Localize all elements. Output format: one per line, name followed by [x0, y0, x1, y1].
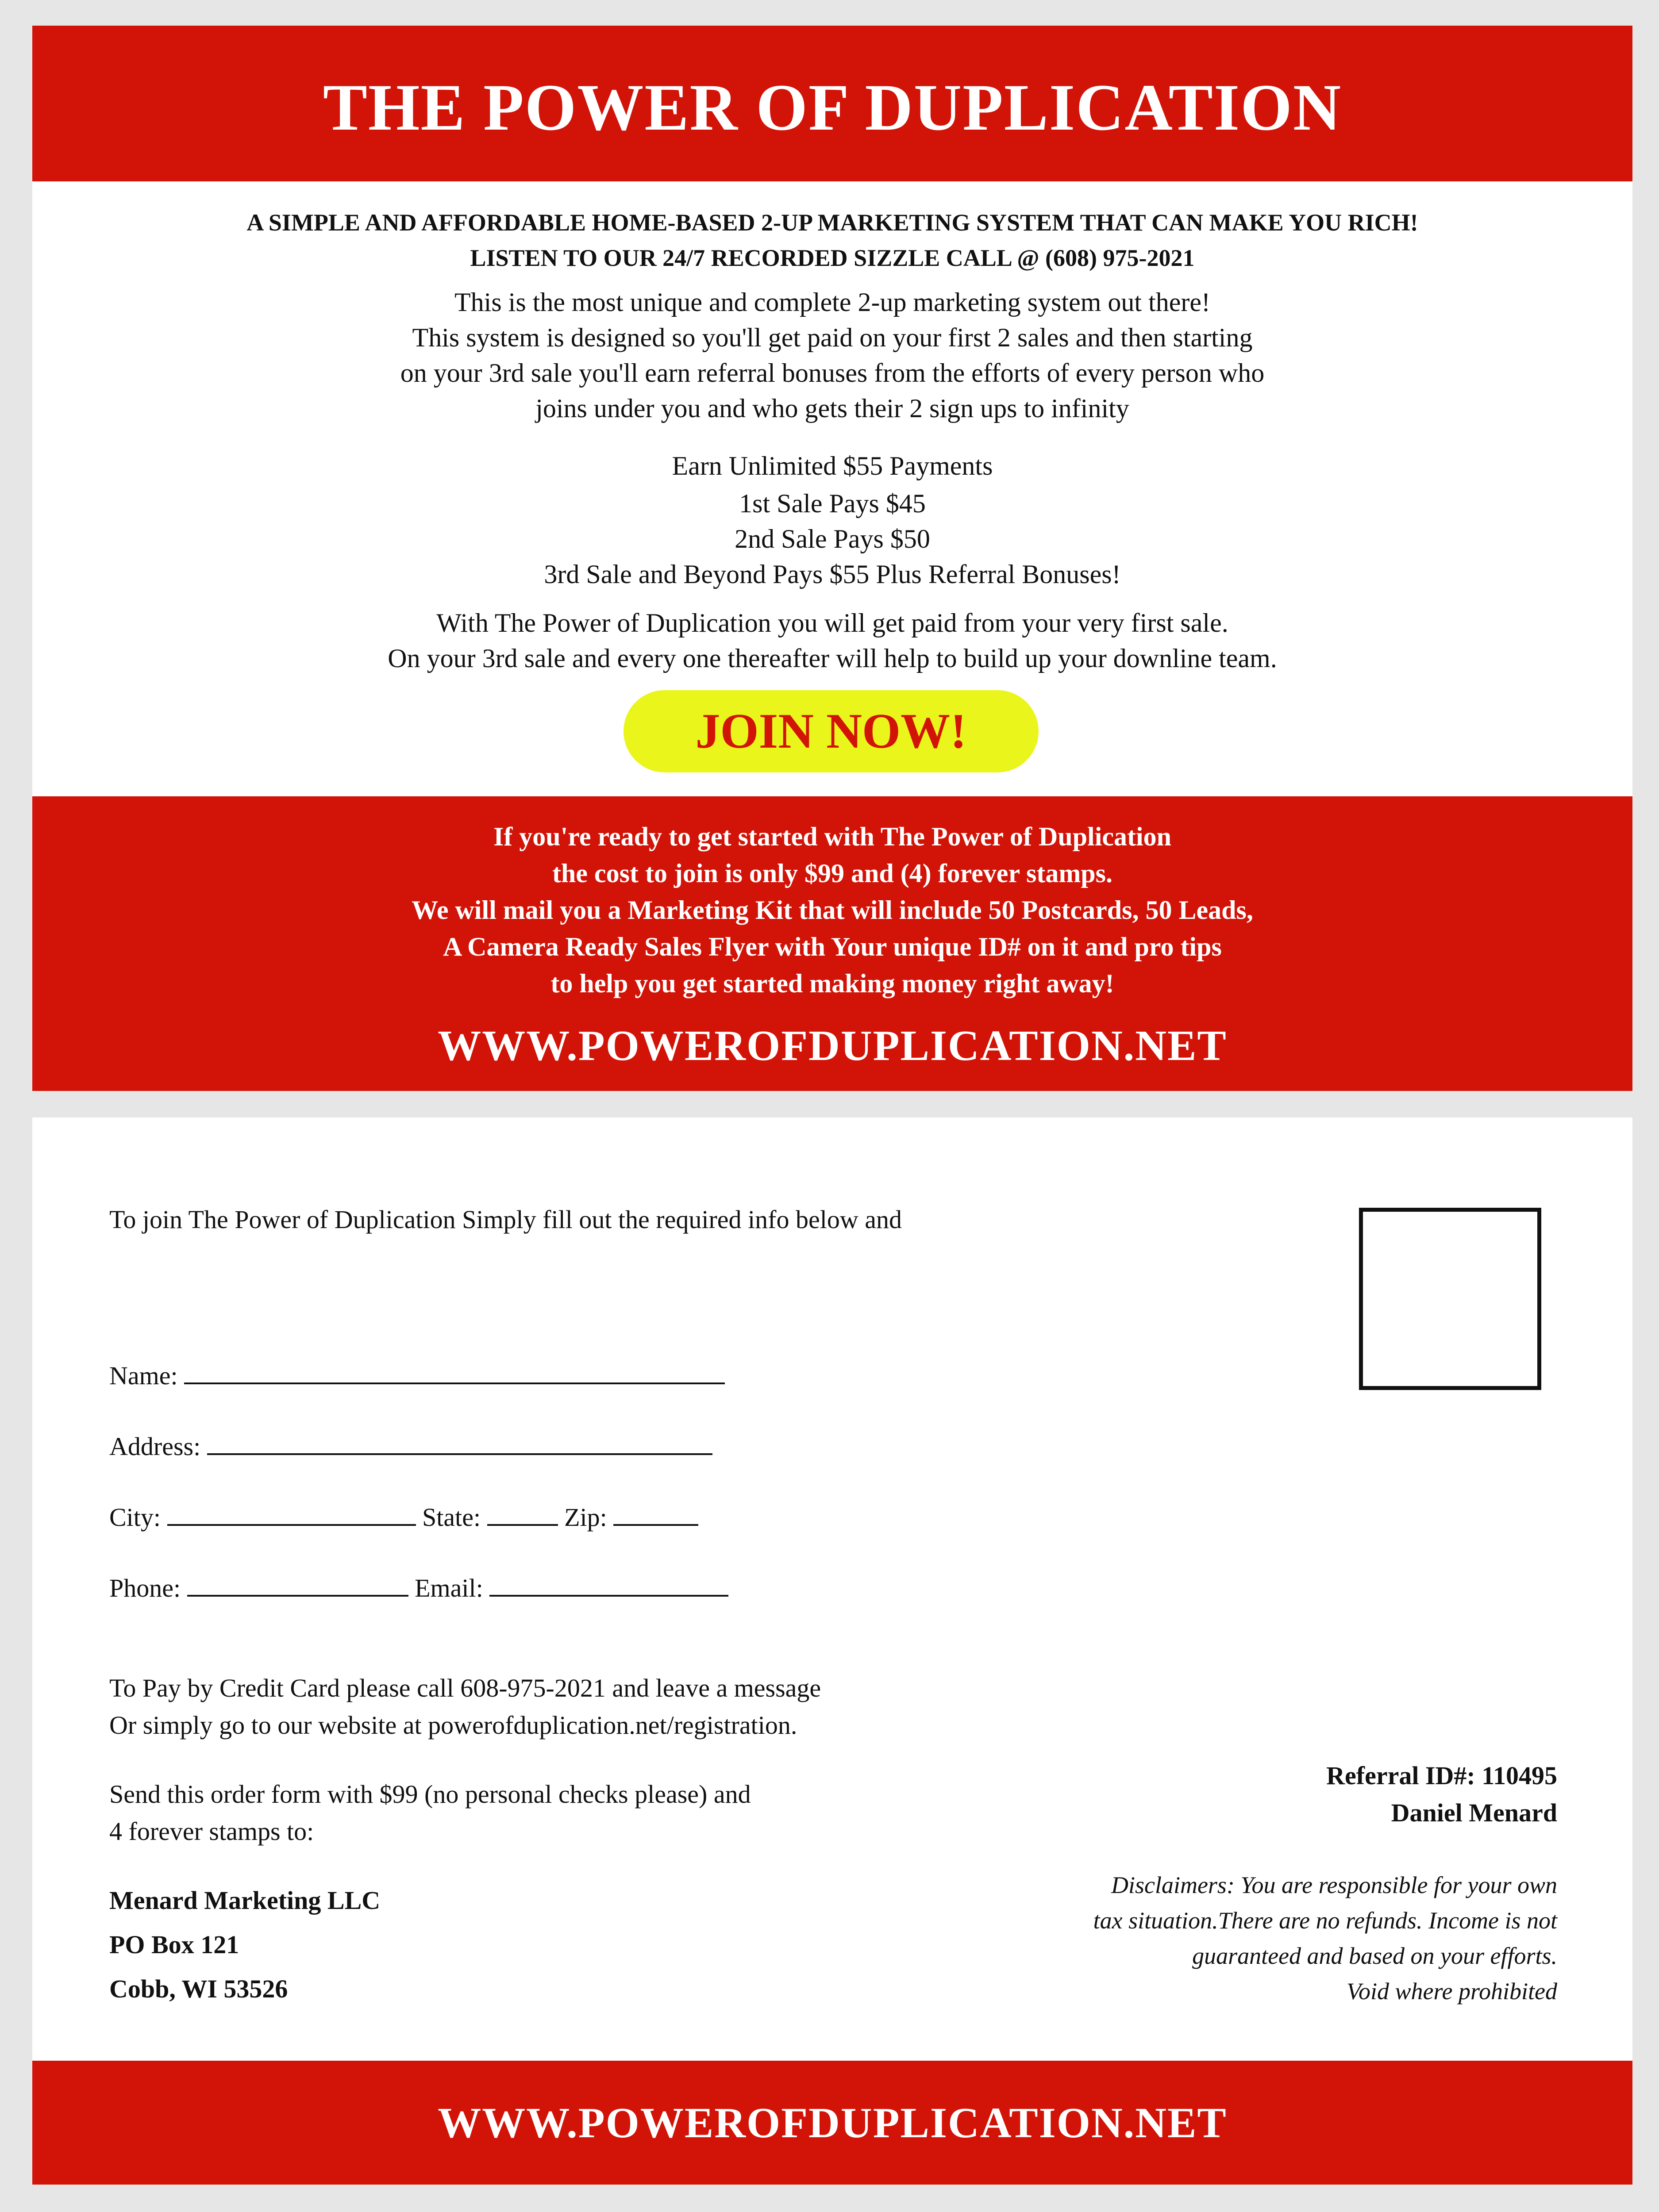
- zip-label: Zip:: [564, 1503, 607, 1532]
- phone-line[interactable]: [187, 1571, 408, 1597]
- intro-paragraph: [32, 284, 1632, 426]
- front-header-band: [32, 26, 1632, 181]
- referrer-name: Daniel Menard: [1391, 1798, 1557, 1827]
- state-label: State:: [422, 1503, 481, 1532]
- address-line: Menard Marketing LLC: [109, 1886, 381, 1915]
- intro-line: This system is designed so you'll get paid on your first 2 sales and then starting: [412, 323, 1253, 352]
- closing-line: On your 3rd sale and every one thereafter will help to build up your downline team.: [388, 644, 1277, 673]
- disclaimer-line: tax situation.There are no refunds. Income is not: [1093, 1907, 1557, 1934]
- headline-line: A SIMPLE AND AFFORDABLE HOME-BASED 2-UP MARKETING SYSTEM THAT CAN MAKE YOU RICH!: [246, 209, 1418, 236]
- state-line[interactable]: [487, 1500, 558, 1526]
- tier-item: 3rd Sale and Beyond Pays $55 Plus Referral Bonuses!: [544, 560, 1121, 589]
- city-state-zip-row: [109, 1500, 698, 1530]
- tier-item: 1st Sale Pays $45: [739, 489, 926, 518]
- back-footer-band: [32, 2061, 1632, 2185]
- name-field[interactable]: [109, 1359, 725, 1389]
- disclaimer-line: Void where prohibited: [1347, 1978, 1557, 2005]
- address-label: Address:: [109, 1432, 201, 1461]
- referral-info: [1326, 1757, 1557, 1832]
- send-line: Send this order form with $99 (no personal checks please) and: [109, 1780, 751, 1809]
- email-label: Email:: [415, 1574, 483, 1602]
- send-instructions: [109, 1776, 906, 1850]
- zip-line[interactable]: [613, 1500, 698, 1526]
- postcard-back: [32, 1118, 1632, 2185]
- phone-label: Phone:: [109, 1574, 181, 1602]
- stamp-box: [1359, 1208, 1541, 1390]
- closing-paragraph: [32, 605, 1632, 676]
- headline: [32, 205, 1632, 276]
- intro-line: on your 3rd sale you'll earn referral bonuses from the efforts of every person who: [400, 358, 1265, 388]
- city-label: City:: [109, 1503, 161, 1532]
- website-link[interactable]: WWW.POWEROFDUPLICATION.NET: [438, 2099, 1227, 2147]
- payment-instructions: [109, 1670, 994, 1744]
- postcard-front: [32, 26, 1632, 1091]
- page-title: THE POWER OF DUPLICATION: [323, 71, 1342, 144]
- payment-tiers: [32, 486, 1632, 592]
- intro-line: joins under you and who gets their 2 sign ups to infinity: [535, 394, 1129, 423]
- disclaimer-line: guaranteed and based on your efforts.: [1192, 1943, 1557, 1969]
- address-line: PO Box 121: [109, 1930, 239, 1959]
- email-line[interactable]: [489, 1571, 728, 1597]
- closing-line: With The Power of Duplication you will get paid from your very first sale.: [436, 608, 1228, 637]
- address-field[interactable]: [109, 1429, 712, 1459]
- disclaimer-line: Disclaimers: You are responsible for your own: [1111, 1872, 1557, 1898]
- address-line: Cobb, WI 53526: [109, 1974, 288, 2003]
- referral-id: Referral ID#: 110495: [1326, 1761, 1557, 1790]
- mailing-address: [109, 1878, 380, 2011]
- offer-line: We will mail you a Marketing Kit that will include 50 Postcards, 50 Leads,: [412, 895, 1253, 925]
- name-label: Name:: [109, 1361, 178, 1390]
- website-link[interactable]: WWW.POWEROFDUPLICATION.NET: [438, 1022, 1227, 1070]
- offer-line: If you're ready to get started with The Power of Duplication: [493, 822, 1172, 851]
- send-line: 4 forever stamps to:: [109, 1817, 314, 1846]
- offer-line: the cost to join is only $99 and (4) forever stamps.: [552, 859, 1113, 888]
- join-instructions: To join The Power of Duplication Simply fill out the required info below and: [109, 1205, 902, 1234]
- offer-line: to help you get started making money right away!: [550, 969, 1114, 998]
- phone-email-row: [109, 1571, 728, 1601]
- tier-item: 2nd Sale Pays $50: [735, 524, 930, 553]
- offer-line: A Camera Ready Sales Flyer with Your unique ID# on it and pro tips: [443, 932, 1222, 961]
- pay-line: To Pay by Credit Card please call 608-975-2021 and leave a message: [109, 1674, 821, 1702]
- name-line[interactable]: [184, 1359, 725, 1384]
- address-line[interactable]: [207, 1429, 712, 1455]
- city-line[interactable]: [167, 1500, 416, 1526]
- headline-line: LISTEN TO OUR 24/7 RECORDED SIZZLE CALL @ (608) 975-2021: [470, 245, 1195, 271]
- offer-band: [32, 796, 1632, 1091]
- join-now-button[interactable]: JOIN NOW!: [624, 690, 1039, 772]
- intro-line: This is the most unique and complete 2-up marketing system out there!: [454, 288, 1210, 317]
- disclaimer: [1093, 1867, 1557, 2009]
- pay-line: Or simply go to our website at powerofduplication.net/registration.: [109, 1711, 797, 1740]
- earn-line: Earn Unlimited $55 Payments: [672, 451, 993, 480]
- offer-text: [32, 818, 1632, 1002]
